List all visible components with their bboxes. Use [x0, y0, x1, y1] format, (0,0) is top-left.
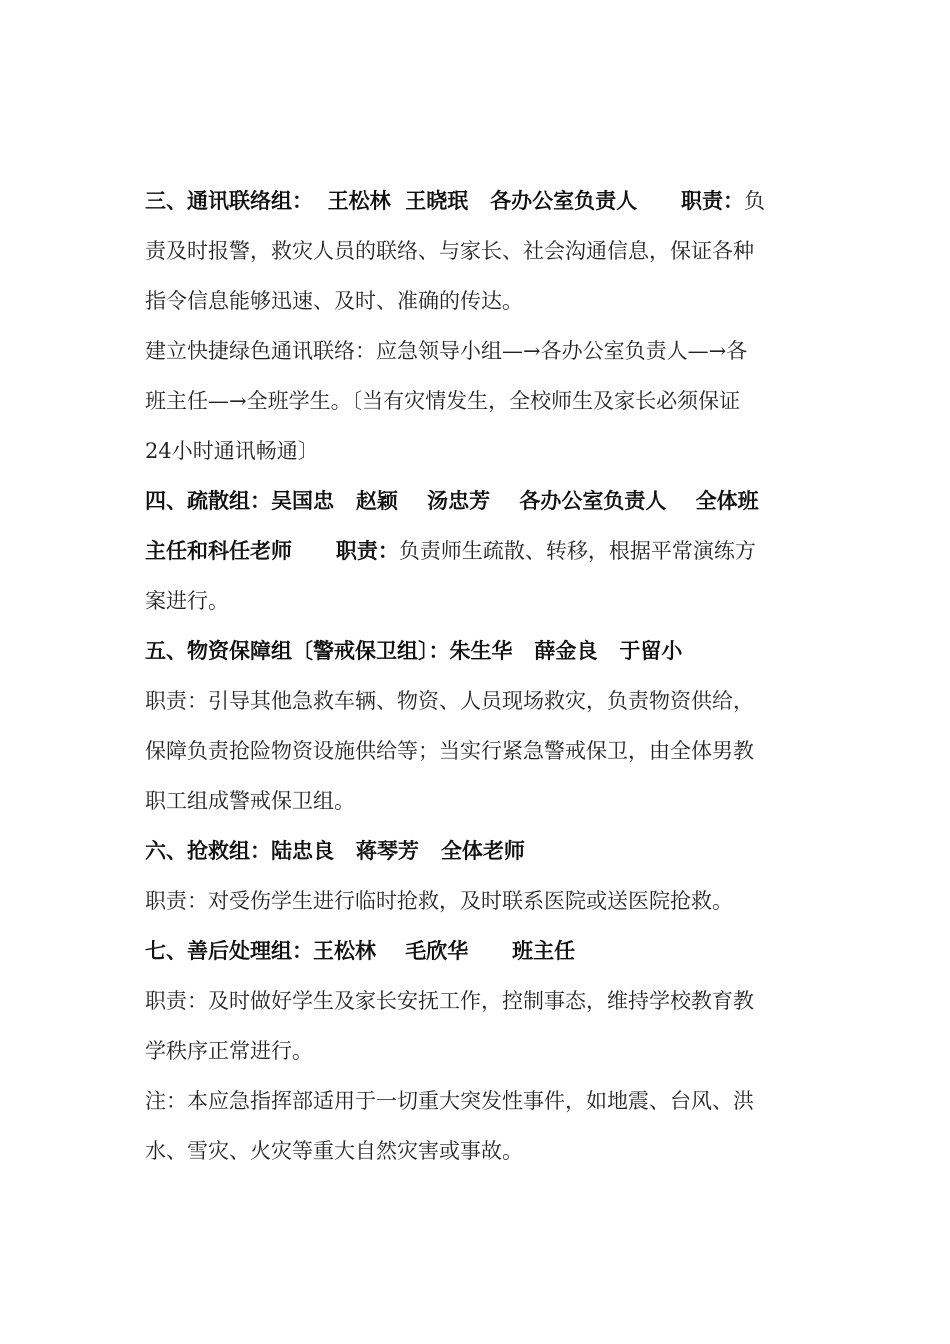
section-5-heading: 五、物资保障组〔警戒保卫组〕：朱生华 薛金良 于留小	[145, 639, 683, 663]
section-3-duty-line-3: 指令信息能够迅速、及时、准确的传达。	[145, 289, 523, 313]
section-7-heading: 七、善后处理组：王松林 毛欣华 班主任	[145, 939, 576, 963]
section-3-duty-line-2: 责及时报警，救灾人员的联络、与家长、社会沟通信息，保证各种	[145, 239, 754, 263]
note-line-2: 水、雪灾、火灾等重大自然灾害或事故。	[145, 1139, 523, 1163]
section-5-duty-line-1: 职责：引导其他急救车辆、物资、人员现场救灾，负责物资供给，	[145, 689, 754, 713]
section-7-duty-line-1: 职责：及时做好学生及家长安抚工作，控制事态，维持学校教育教	[145, 989, 754, 1013]
section-4-duty-label: 职责：	[335, 539, 399, 563]
section-4-heading-line-1: 四、疏散组：吴国忠 赵颖 汤忠芳 各办公室负责人 全体班	[145, 489, 759, 513]
section-3-channel-line-1: 建立快捷绿色通讯联络：应急领导小组—→各办公室负责人—→各	[145, 339, 748, 363]
section-3-channel-line-3: 24小时通讯畅通〕	[145, 439, 319, 463]
section-3-duty-label: 职责：	[681, 189, 745, 213]
section-6-heading: 六、抢救组：陆忠良 蒋琴芳 全体老师	[145, 839, 525, 863]
section-5-duty-line-2: 保障负责抢险物资设施供给等；当实行紧急警戒保卫，由全体男教	[145, 739, 754, 763]
document-body	[145, 176, 805, 1176]
section-4-heading-line-2	[145, 526, 805, 576]
note-line-1: 注：本应急指挥部适用于一切重大突发性事件，如地震、台风、洪	[145, 1089, 754, 1113]
section-3-channel-line-2: 班主任—→全班学生。〔当有灾情发生，全校师生及家长必须保证	[145, 389, 741, 413]
section-3-heading-line	[145, 176, 805, 226]
section-4-duty-text: 负责师生疏散、转移，根据平常演练方	[398, 539, 756, 563]
section-6-duty-line-1: 职责：对受伤学生进行临时抢救，及时联系医院或送医院抢救。	[145, 889, 733, 913]
section-5-duty-line-3: 职工组成警戒保卫组。	[145, 789, 355, 813]
section-3-heading: 三、通讯联络组： 王松林 王晓珉 各办公室负责人	[145, 189, 682, 213]
section-3-duty-text-start: 负	[744, 189, 766, 213]
section-4-heading-continued: 主任和科任老师	[145, 539, 336, 563]
section-4-duty-line-3: 案进行。	[145, 589, 229, 613]
section-7-duty-line-2: 学秩序正常进行。	[145, 1039, 313, 1063]
